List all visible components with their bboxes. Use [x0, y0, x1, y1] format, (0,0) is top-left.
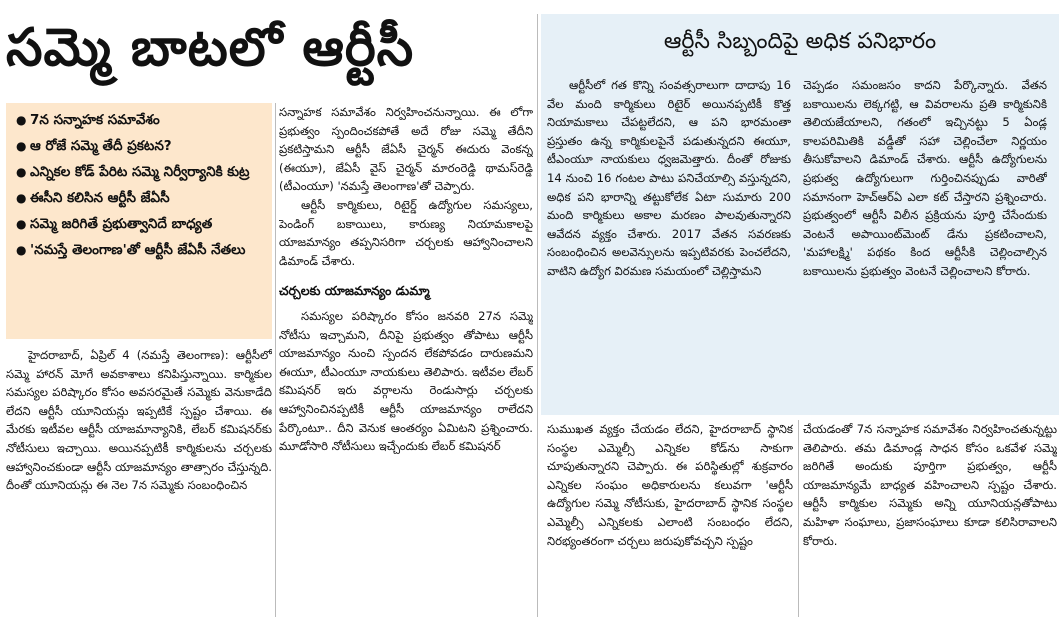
- sidebar-box: [541, 14, 1059, 415]
- article-paragraph: ఆర్టీసీ కార్మికులు, రిటైర్డ్ ఉద్యోగుల సమస్యలు, పెండింగ్ బకాయిలు, కారుణ్య నియామకాలపై యాజమాన్యం తప్పనిసరిగా చర్చలకు ఆహ్వానించాలని డిమాండ్ చేశారు.: [279, 197, 533, 268]
- article-column-2: [279, 103, 533, 617]
- bullet-icon: ●: [16, 139, 27, 153]
- highlight-item: ● 7న సన్నాహక సమావేశం: [16, 112, 160, 128]
- article-paragraph: ఆర్టీసీలో గత కొన్ని సంవత్సరాలుగా దాదాపు 16 వేల మంది కార్మికులు రిటైర్ అయినప్పటికీ కొత్త నియామకాలు చేపట్టలేదని, ఆ పని భారమంతా ప్రస్తుతం ఉన్న కార్మికులపైనే పడుతున్నదని ఈయూ, టీఎంయూ నాయకులు ధ్వజమెత్తారు. దీంతో రోజుకు 14 నుంచి 16 గంటల పాటు పనిచేయాల్సి వస్తున్నదని, అధిక పని భారాన్ని తట్టుకోలేక ఏటా సుమారు 200 మంది కార్మికులు అకాల మరణం పాలవుతున్నారని ఆవేదన వ్యక్తం చేశారు. 2017 వేతన సవరణకు సంబంధించిన అలవెన్సులను ఇప్పటివరకు పెంచలేదని, వాటిని ఉద్యోగ విరమణ సమయంలో చెల్లిస్తామని: [547, 78, 791, 278]
- article-column-4: [803, 420, 1057, 616]
- highlight-item: ● ఎన్నికల కోడ్ పేరిట సమ్మె నిర్వీర్యానికి కుట్ర: [16, 164, 250, 180]
- highlight-item: ● సమ్మె జరిగితే ప్రభుత్వానిదే బాధ్యత: [16, 216, 213, 232]
- column-divider: [537, 14, 538, 617]
- bullet-icon: ●: [16, 113, 27, 127]
- column-divider: [275, 103, 276, 617]
- bullet-icon: ●: [16, 217, 27, 231]
- article-paragraph: సన్నాహక సమావేశం నిర్వహించనున్నాయి. ఈ లోగా ప్రభుత్వం స్పందించకపోతే అదే రోజు సమ్మె తేదీని ప్రకటిస్తామని ఆర్టీసీ జేఏసీ చైర్మన్ ఈదురు వెంకన్న (ఈయూ), జేఏసీ వైస్ చైర్మన్ మారంరెడ్డి థామస్‌రెడ్డి (టీఎంయూ) 'నమస్తే తెలంగాణ'తో చెప్పారు.: [279, 105, 533, 194]
- column-divider: [798, 420, 799, 617]
- highlight-item: ● 'నమస్తే తెలంగాణ'తో ఆర్టీసీ జేఏసీ నేతలు: [16, 242, 246, 258]
- bullet-icon: ●: [16, 243, 27, 257]
- article-paragraph: సుముఖత వ్యక్తం చేయడం లేదని, హైదరాబాద్ స్థానిక సంస్థల ఎమ్మెల్సీ ఎన్నికల కోడ్‌ను సాకుగా చూపుతున్నారని చెప్పారు. ఈ పరిస్థితుల్లో శుక్రవారం ఎన్నికల సంఘం అధికారులను కలువగా 'ఆర్టీసీ ఉద్యోగుల సమ్మె నోటీసుకు, హైదరాబాద్ స్థానిక సంస్థల ఎమ్మెల్సీ ఎన్నికలకు ఎలాంటి సంబంధం లేదని, నిరభ్యంతరంగా చర్చలు జరుపుకోవచ్చని స్పష్టం: [547, 422, 793, 548]
- sidebar-column-1: [547, 76, 791, 412]
- article-column-1: [6, 346, 272, 616]
- article-paragraph: సమస్యల పరిష్కారం కోసం జనవరి 27న సమ్మె నోటీసు ఇచ్చామని, దీనిపై ప్రభుత్వం తోపాటు ఆర్టీసీ యాజమాన్యం నుంచి స్పందన లేకపోవడం దారుణమని ఈయూ, టీఎంయూ నాయకులు తెలిపారు. ఇటీవల లేబర్ కమిషనర్ ఇరు వర్గాలను రెండుసార్లు చర్చలకు ఆహ్వానించినప్పటికీ ఆర్టీసీ యాజమాన్యం రాలేదని పేర్కొంటూ.. దీని వెనుక ఆంతర్యం ఏమిటని ప్రశ్నించారు. మూడోసారి నోటీసులు ఇచ్చేందుకు లేబర్ కమిషనర్: [279, 308, 533, 454]
- highlight-item: ● ఆ రోజే సమ్మె తేదీ ప్రకటన?: [16, 138, 172, 154]
- bullet-icon: ●: [16, 165, 27, 179]
- article-paragraph: హైదరాబాద్, ఏప్రిల్ 4 (నమస్తే తెలంగాణ): ఆర్టీసీలో సమ్మె హారన్ మోగే అవకాశాలు కనిపిస్తున్నాయి. కార్మికుల సమస్యల పరిష్కారం కోసం అవసరమైతే సమ్మెకు వెనుకాడేది లేదని ఆర్టీసీ యూనియన్లు ఇప్పటికే స్పష్టం చేశాయి. ఈ మేరకు ఇటీవల ఆర్టీసీ యాజమాన్యానికి, లేబర్ కమిషనర్‌కు నోటీసులు ఇచ్చాయి. అయినప్పటికీ కార్మికులను చర్చలకు ఆహ్వానించకుండా ఆర్టీసీ యాజమాన్యం తాత్సారం చేస్తున్నది. దీంతో యూనియన్లు ఈ నెల 7న సమ్మెకు సంబంధించిన: [6, 348, 272, 493]
- highlight-item: ● ఈసీని కలిసిన ఆర్టీసీ జేఏసీ: [16, 190, 170, 206]
- page-headline: సమ్మె బాటలో ఆర్టీసీ: [6, 18, 415, 78]
- article-column-3: [547, 420, 793, 616]
- highlights-box: [6, 103, 272, 339]
- sidebar-column-2: [803, 76, 1047, 412]
- sidebar-title: ఆర్టీసీ సిబ్బందిపై అధిక పనిభారం: [663, 29, 937, 54]
- article-paragraph: చేయడంతో 7న సన్నాహక సమావేశం నిర్వహించతున్నట్టు తెలిపారు. తమ డిమాండ్ల సాధన కోసం ఒకవేళ సమ్మె జరిగితే అందుకు పూర్తిగా ప్రభుత్వం, ఆర్టీసీ యాజమాన్యమే బాధ్యత వహించాలని స్పష్టం చేశారు. ఆర్టీసీ కార్మికుల సమ్మెకు అన్ని యూనియన్లతోపాటు మహిళా సంఘాలు, ప్రజాసంఘాలు కూడా కలిసిరావాలని కోరారు.: [803, 422, 1057, 548]
- subheading: చర్చలకు యాజమాన్యం డుమ్మా: [279, 283, 430, 299]
- bullet-icon: ●: [16, 191, 27, 205]
- article-paragraph: చెప్పడం సమంజసం కాదని పేర్కొన్నారు. వేతన బకాయిలను లెక్కగట్టి, ఆ వివరాలను ప్రతి కార్మికునికి తెలియజేయాలని, గతంలో ఇచ్చినట్టు 5 ఏండ్ల కాలపరిమితికి వడ్డీతో సహా చెల్లించేలా నిర్ణయం తీసుకోవాలని డిమాండ్ చేశారు. ఆర్టీసీ ఉద్యోగులను ప్రభుత్వ ఉద్యోగులుగా గుర్తించినప్పుడు వారితో సమానంగా హెచ్‌ఆర్‌ఏ ఎలా కట్ చేస్తారని ప్రశ్నించారు. ప్రభుత్వంలో ఆర్టీసీ విలీన ప్రక్రియను పూర్తి చేసేందుకు వెంటనే అపాయింట్‌మెంట్ డేను ప్రకటించాలని, 'మహాలక్ష్మి' పథకం కింద ఆర్టీసీకి చెల్లించాల్సిన బకాయిలను ప్రభుత్వం వెంటనే చెల్లించాలని కోరారు.: [803, 78, 1047, 278]
